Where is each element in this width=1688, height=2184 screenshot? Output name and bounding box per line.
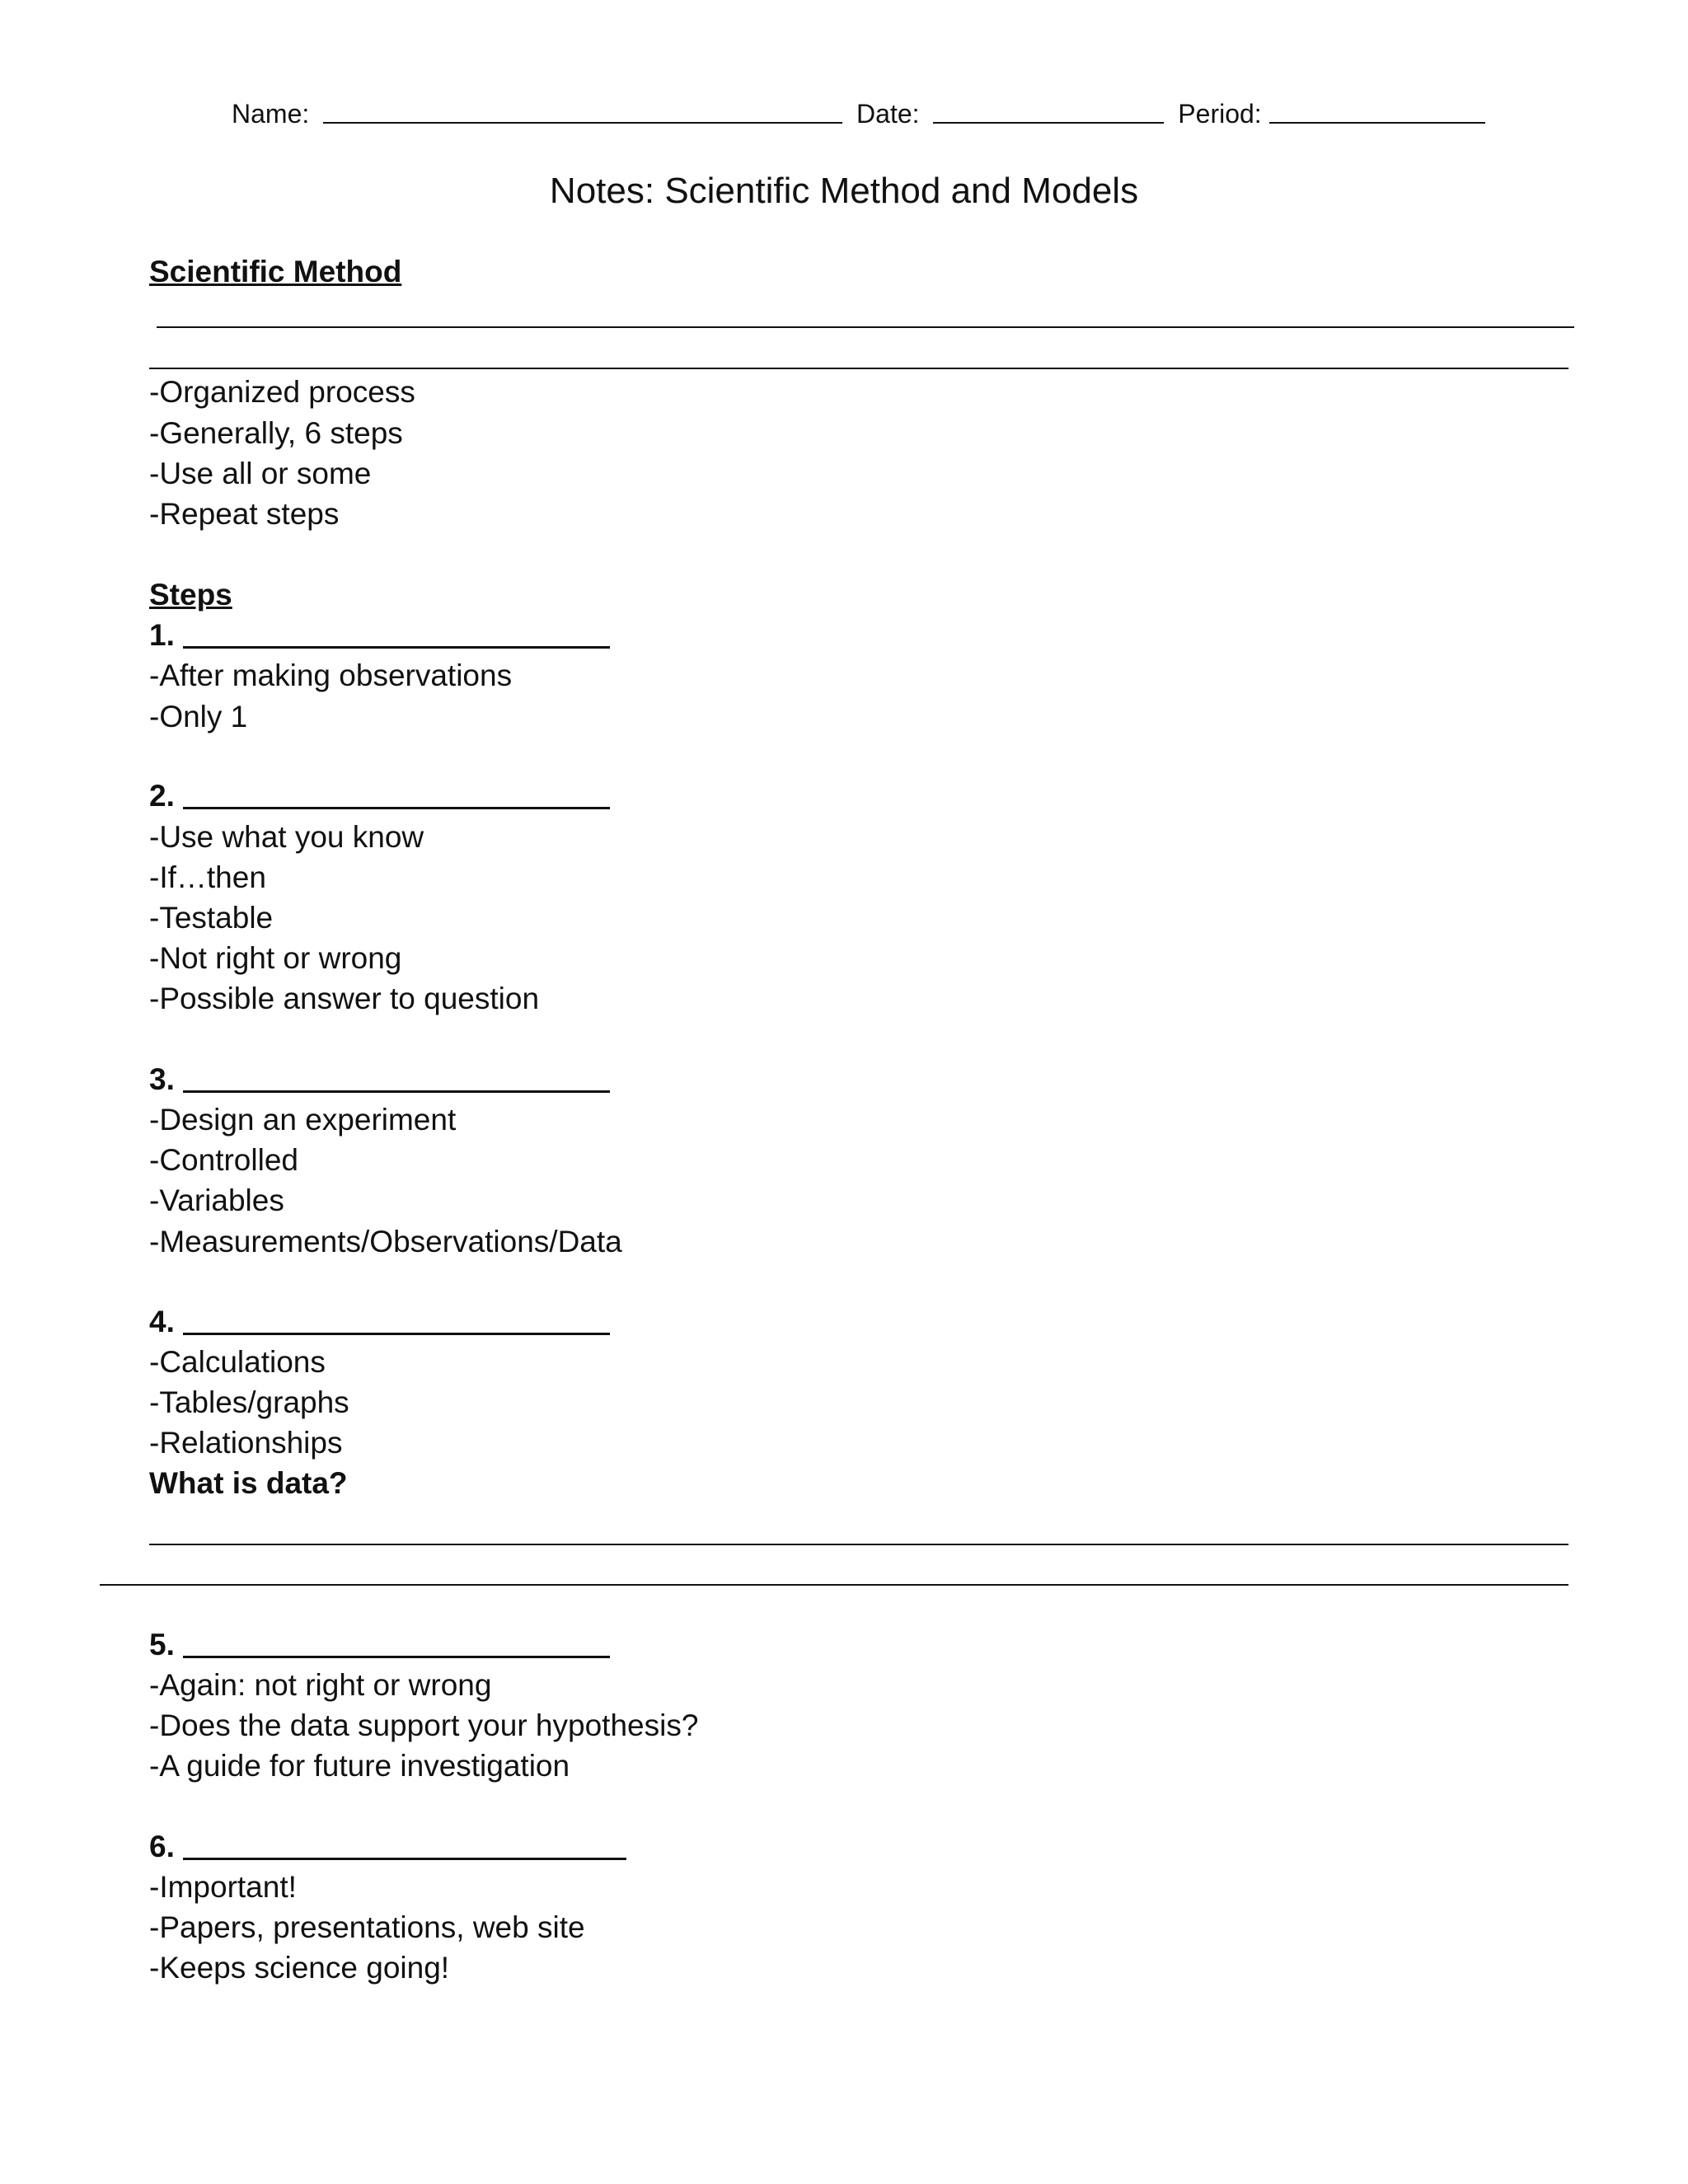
steps-heading: Steps — [149, 578, 232, 612]
name-label: Name: — [232, 99, 310, 129]
name-field[interactable] — [323, 97, 842, 124]
step-4-point: -Calculations — [149, 1345, 326, 1379]
step-4-number: 4. — [149, 1305, 175, 1338]
step-3-point: -Design an experiment — [149, 1103, 457, 1137]
step-4-point: -Tables/graphs — [149, 1385, 349, 1419]
method-point: -Use all or some — [149, 457, 372, 490]
step-5-answer-field[interactable] — [183, 1628, 610, 1658]
step-1-answer-field[interactable] — [183, 618, 610, 649]
step-6-point: -Papers, presentations, web site — [149, 1910, 585, 1944]
date-label: Date: — [856, 99, 920, 129]
step-2-point: -If…then — [149, 860, 266, 894]
step-6-point: -Important! — [149, 1870, 297, 1904]
data-question: What is data? — [149, 1466, 348, 1500]
step-3-number: 3. — [149, 1062, 175, 1096]
step-4-header — [149, 1302, 610, 1342]
step-2-answer-field[interactable] — [183, 779, 610, 809]
step-2-point: -Testable — [149, 901, 274, 935]
step-5-header — [149, 1625, 610, 1665]
step-3-point: -Controlled — [149, 1143, 298, 1177]
step-3-header — [149, 1060, 610, 1099]
period-field[interactable] — [1269, 97, 1485, 124]
period-label: Period: — [1178, 99, 1262, 129]
step-5-point: -Does the data support your hypothesis? — [149, 1708, 699, 1742]
definition-line-1[interactable] — [157, 326, 1574, 328]
step-1-header — [149, 616, 610, 655]
step-2-number: 2. — [149, 779, 175, 813]
date-field[interactable] — [933, 97, 1164, 124]
data-answer-line-1[interactable] — [149, 1544, 1568, 1545]
step-6-number: 6. — [149, 1830, 175, 1863]
method-point: -Generally, 6 steps — [149, 416, 403, 450]
step-2-point: -Possible answer to question — [149, 982, 540, 1015]
step-2-header — [149, 776, 610, 816]
step-5-point: -A guide for future investigation — [149, 1749, 570, 1783]
step-6-point: -Keeps science going! — [149, 1951, 450, 1985]
page-title: Notes: Scientific Method and Models — [549, 171, 1139, 211]
step-2-point: -Use what you know — [149, 820, 424, 854]
step-4-answer-field[interactable] — [183, 1305, 610, 1335]
step-5-point: -Again: not right or wrong — [149, 1668, 492, 1702]
header-row — [232, 97, 1468, 130]
step-6-header — [149, 1827, 626, 1867]
scientific-method-heading: Scientific Method — [149, 255, 402, 288]
step-4-point: -Relationships — [149, 1426, 343, 1460]
data-answer-line-2[interactable] — [100, 1584, 1568, 1586]
step-1-point: -Only 1 — [149, 700, 248, 733]
step-3-point: -Measurements/Observations/Data — [149, 1225, 622, 1258]
method-point: -Organized process — [149, 375, 415, 409]
step-6-answer-field[interactable] — [183, 1830, 626, 1860]
step-5-number: 5. — [149, 1628, 175, 1661]
step-1-point: -After making observations — [149, 658, 513, 692]
step-3-answer-field[interactable] — [183, 1062, 610, 1093]
step-2-point: -Not right or wrong — [149, 941, 402, 975]
step-1-number: 1. — [149, 618, 175, 652]
definition-line-2[interactable] — [149, 368, 1568, 369]
step-3-point: -Variables — [149, 1183, 284, 1217]
method-point: -Repeat steps — [149, 497, 340, 531]
